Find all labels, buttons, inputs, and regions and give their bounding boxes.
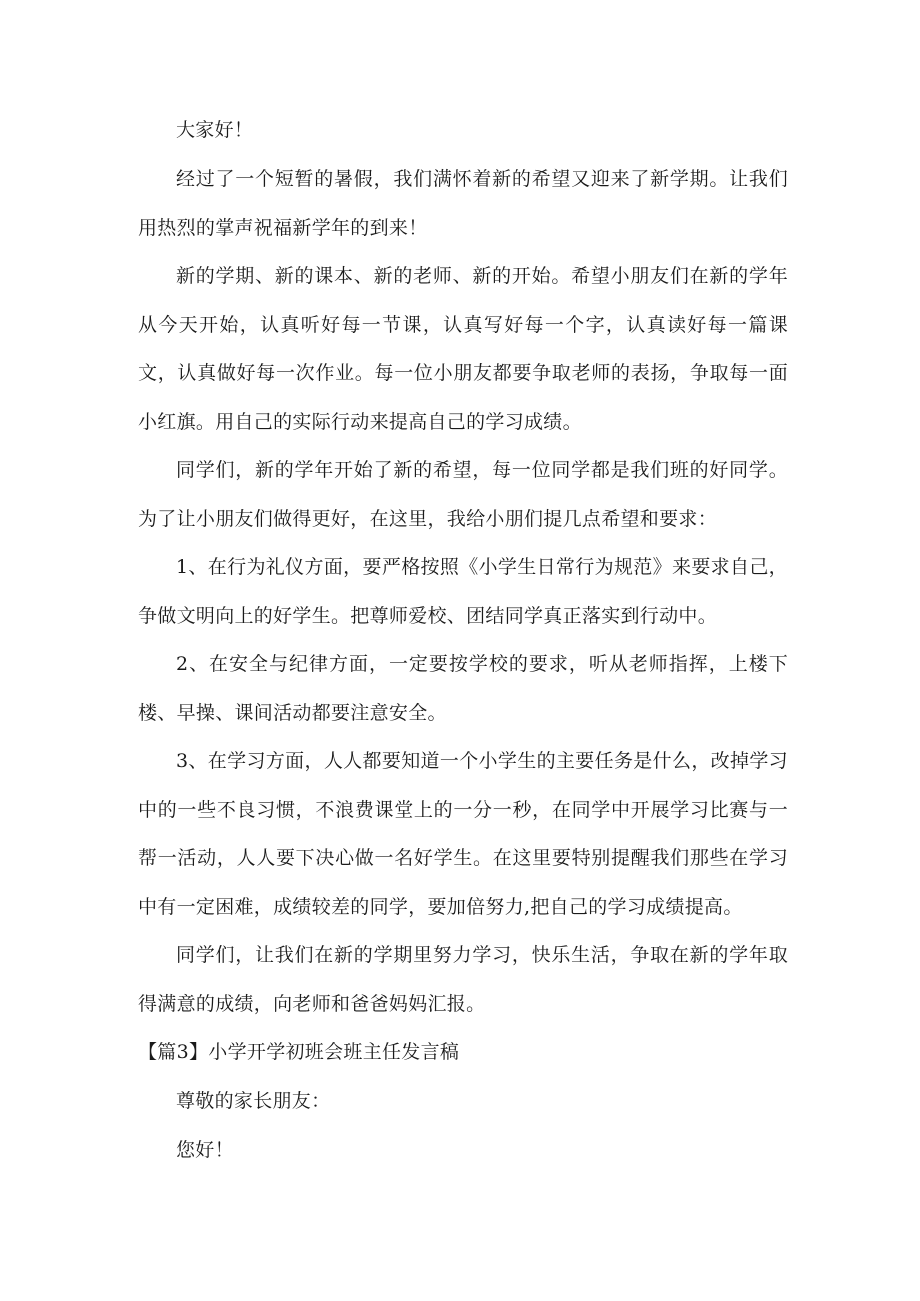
greeting-paragraph: 大家好！ [176, 119, 254, 141]
new-semester-paragraph: 新的学期、新的课本、新的老师、新的开始。希望小朋友们在新的学年从今天开始，认真听好每一节课，认真写好每一个字，认真读好每一篇课文，认真做好每一次作业。每一位小朋友都要争取老师的表扬，争取每一面小红旗。用自己的实际行动来提高自己的学习成绩。 [138, 265, 788, 433]
etiquette-paragraph: 1、在行为礼仪方面，要严格按照《小学生日常行为规范》来要求自己，争做文明向上的好学生。把尊师爱校、团结同学真正落实到行动中。 [138, 556, 788, 627]
salutation-paragraph: 尊敬的家长朋友： [176, 1090, 331, 1112]
safety-paragraph: 2、在安全与纪律方面，一定要按学校的要求，听从老师指挥，上楼下楼、早操、课间活动都要注意安全。 [138, 653, 788, 724]
closing-paragraph: 同学们，让我们在新的学期里努力学习，快乐生活，争取在新的学年取得满意的成绩，向老师和爸爸妈妈汇报。 [138, 944, 788, 1015]
section-heading: 【篇3】小学开学初班会班主任发言稿 [138, 1041, 460, 1063]
study-paragraph: 3、在学习方面，人人都要知道一个小学生的主要任务是什么，改掉学习中的一些不良习惯，不浪费课堂上的一分一秒，在同学中开展学习比赛与一帮一活动，人人要下决心做一名好学生。在这里要特别提醒我们那些在学习中有一定困难，成绩较差的同学，要加倍努力,把自己的学习成绩提高。 [138, 750, 788, 918]
expectations-paragraph: 同学们，新的学年开始了新的希望，每一位同学都是我们班的好同学。为了让小朋友们做得更好，在这里，我给小朋们提几点希望和要求： [138, 459, 788, 530]
greeting-closing-paragraph: 您好！ [176, 1139, 234, 1161]
intro-paragraph: 经过了一个短暂的暑假，我们满怀着新的希望又迎来了新学期。让我们用热烈的掌声祝福新学年的到来！ [138, 168, 788, 239]
